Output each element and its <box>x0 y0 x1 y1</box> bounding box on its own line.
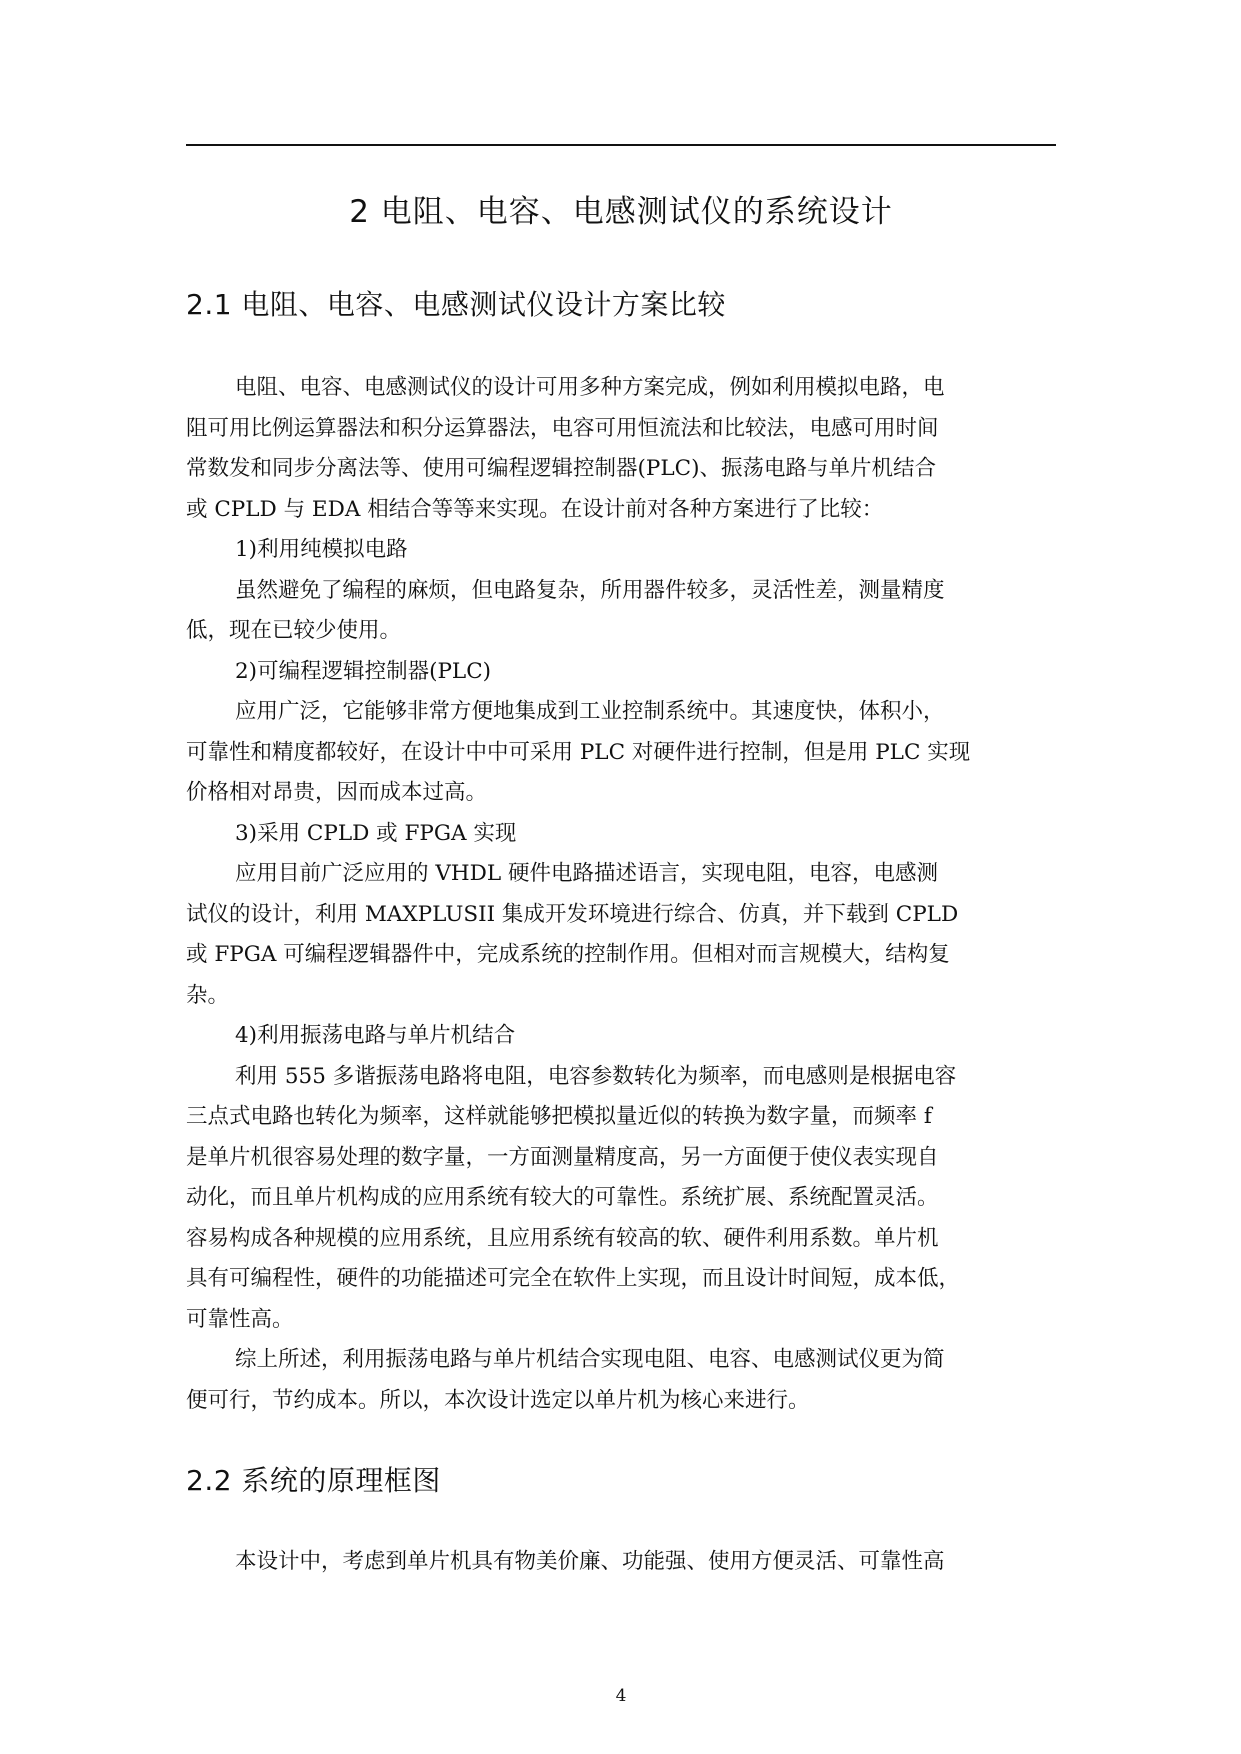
paragraph-line: 或 FPGA 可编程逻辑器件中，完成系统的控制作用。但相对而言规模大，结构复 <box>186 942 950 967</box>
section-2-1-body <box>186 368 1058 1421</box>
paragraph-line: 便可行，节约成本。所以，本次设计选定以单片机为核心来进行。 <box>186 1387 810 1413</box>
paragraph-line: 应用广泛，它能够非常方便地集成到工业控制系统中。其速度快，体积小， <box>235 699 945 724</box>
paragraph-line: 虽然避免了编程的麻烦，但电路复杂，所用器件较多，灵活性差，测量精度 <box>235 577 945 603</box>
paragraph-line: 价格相对昂贵，因而成本过高。 <box>186 780 488 805</box>
paragraph-line: 低，现在已较少使用。 <box>186 618 402 643</box>
paragraph-line: 或 CPLD 与 EDA 相结合等等来实现。在设计前对各种方案进行了比较： <box>186 496 884 522</box>
section-title-2-2: 2.2 系统的原理框图 <box>186 1464 441 1497</box>
list-item-heading: 4)利用振荡电路与单片机结合 <box>235 1023 516 1048</box>
header-rule <box>186 144 1056 146</box>
paragraph-line: 是单片机很容易处理的数字量，一方面测量精度高，另一方面便于使仪表实现自 <box>186 1144 939 1170</box>
paragraph-line: 具有可编程性，硬件的功能描述可完全在软件上实现，而且设计时间短，成本低， <box>186 1266 961 1291</box>
paragraph-line: 利用 555 多谐振荡电路将电阻，电容参数转化为频率，而电感则是根据电容 <box>235 1063 957 1089</box>
paragraph-line: 三点式电路也转化为频率，这样就能够把模拟量近似的转换为数字量，而频率 f <box>186 1104 932 1129</box>
paragraph-line: 可靠性高。 <box>186 1306 294 1332</box>
paragraph-line: 杂。 <box>186 982 230 1008</box>
paragraph-line: 动化，而且单片机构成的应用系统有较大的可靠性。系统扩展、系统配置灵活。 <box>186 1185 939 1210</box>
list-item-heading: 3)采用 CPLD 或 FPGA 实现 <box>235 820 517 846</box>
paragraph-line: 容易构成各种规模的应用系统，且应用系统有较高的软、硬件利用系数。单片机 <box>186 1225 939 1251</box>
section-2-2-body <box>186 1542 1058 1583</box>
section-title-2-1: 2.1 电阻、电容、电感测试仪设计方案比较 <box>186 288 726 321</box>
page-number: 4 <box>615 1686 627 1706</box>
paragraph-line: 本设计中，考虑到单片机具有物美价廉、功能强、使用方便灵活、可靠性高 <box>235 1549 945 1574</box>
paragraph-line: 可靠性和精度都较好，在设计中中可采用 PLC 对硬件进行控制，但是用 PLC 实现 <box>186 739 971 765</box>
paragraph-line: 试仪的设计，利用 MAXPLUSII 集成开发环境进行综合、仿真，并下载到 CPLD <box>186 901 959 927</box>
paragraph-line: 阻可用比例运算器法和积分运算器法，电容可用恒流法和比较法，电感可用时间 <box>186 415 939 441</box>
list-item-heading: 2)可编程逻辑控制器(PLC) <box>235 658 492 684</box>
paragraph-line: 电阻、电容、电感测试仪的设计可用多种方案完成，例如利用模拟电路，电 <box>235 375 945 400</box>
paragraph-line: 常数发和同步分离法等、使用可编程逻辑控制器(PLC)、振荡电路与单片机结合 <box>186 456 936 481</box>
chapter-title: 2 电阻、电容、电感测试仪的系统设计 <box>349 194 893 230</box>
paragraph-line: 应用目前广泛应用的 VHDL 硬件电路描述语言，实现电阻，电容，电感测 <box>235 861 938 886</box>
list-item-heading: 1)利用纯模拟电路 <box>235 537 408 562</box>
paragraph-line: 综上所述，利用振荡电路与单片机结合实现电阻、电容、电感测试仪更为简 <box>235 1347 945 1372</box>
